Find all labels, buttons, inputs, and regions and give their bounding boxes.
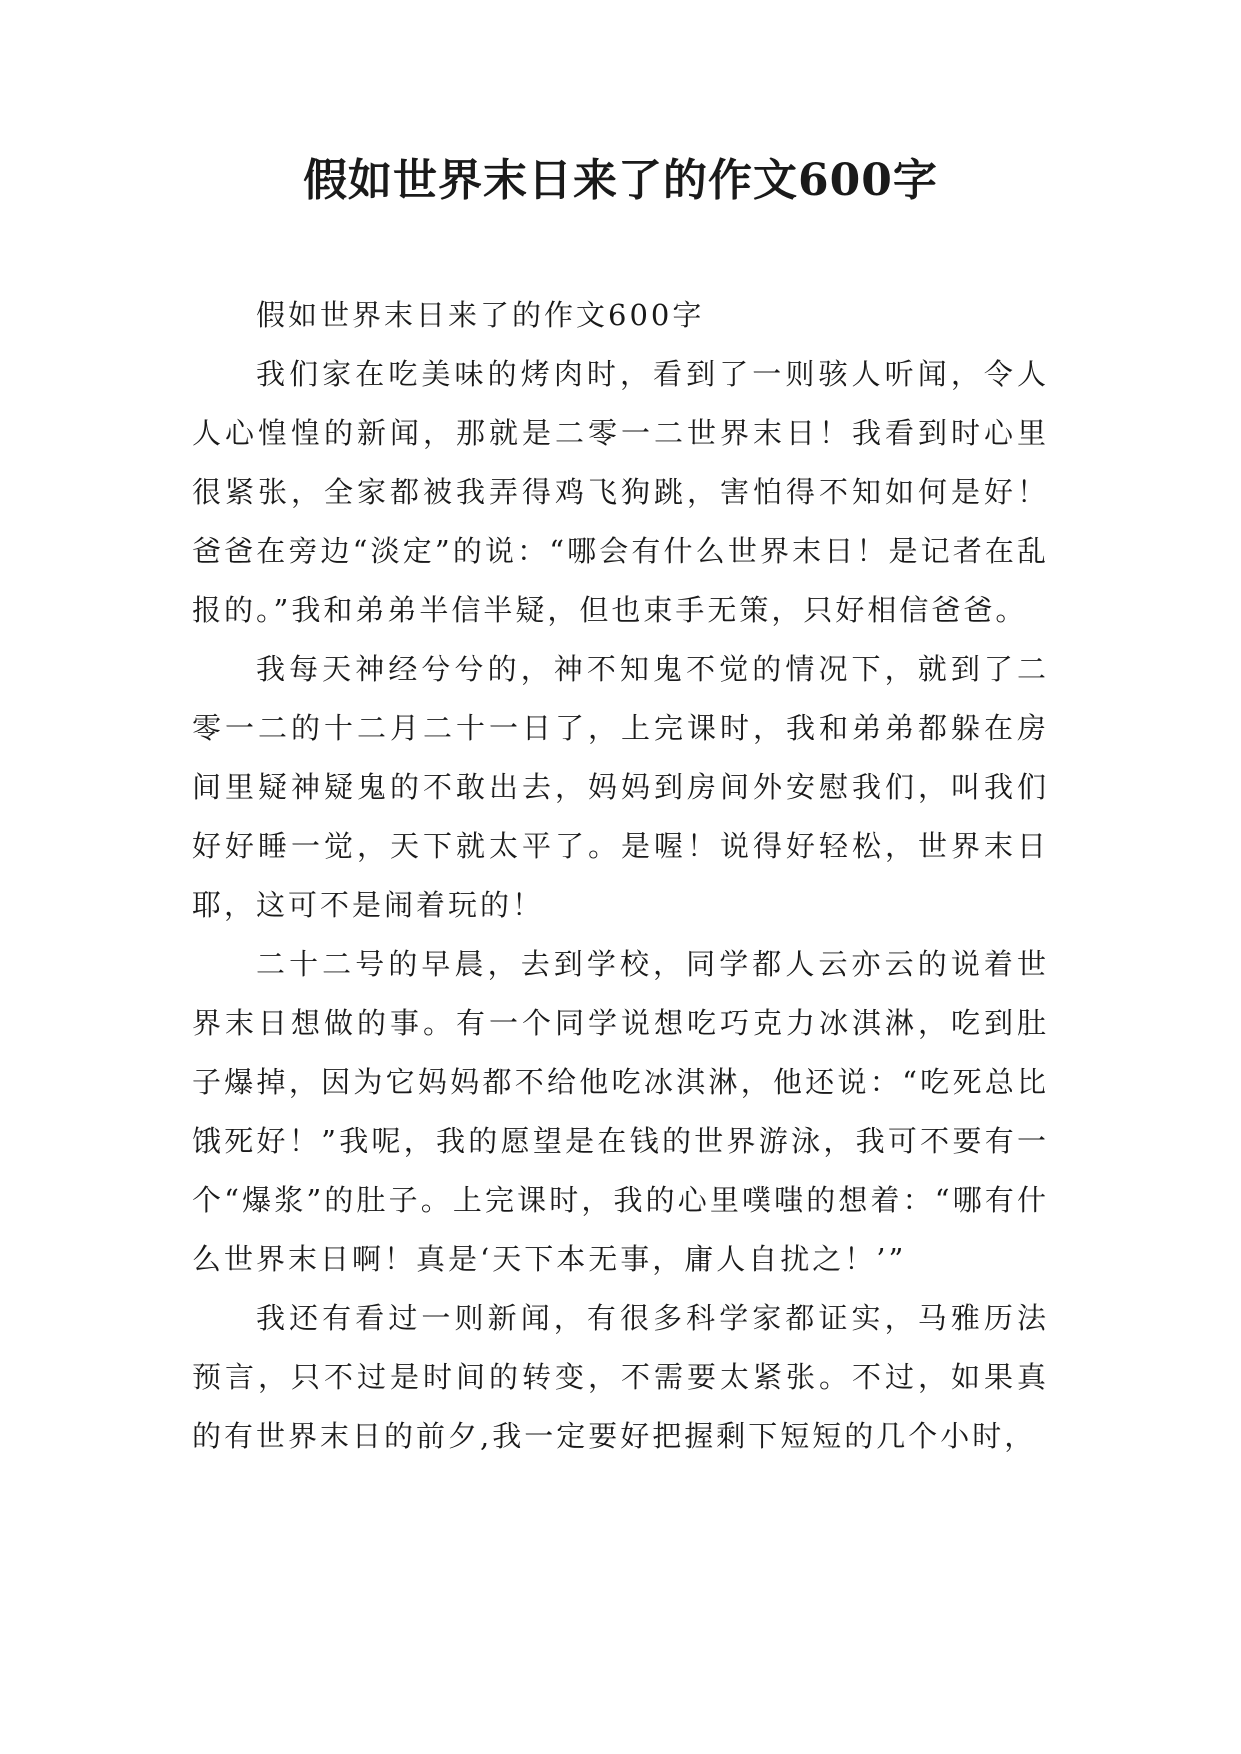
paragraph: 我还有看过一则新闻，有很多科学家都证实，马雅历法预言，只不过是时间的转变，不需要太紧张。不过，如果真的有世界末日的前夕,我一定要好把握剩下短短的几个小时， — [192, 1301, 1049, 1453]
document-title: 假如世界末日来了的作文600字 — [303, 155, 938, 206]
paragraph: 二十二号的早晨，去到学校，同学都人云亦云的说着世界末日想做的事。有一个同学说想吃巧克力冰淇淋，吃到肚子爆掉，因为它妈妈都不给他吃冰淇淋，他还说：“吃死总比饿死好！”我呢，我的愿望是在钱的世界游泳，我可不要有一个“爆浆”的肚子。上完课时，我的心里噗嗤的想着：“哪有什么世界末日啊！真是‘天下本无事，庸人自扰之！’” — [192, 947, 1049, 1276]
document-body — [192, 286, 1049, 1466]
paragraph-heading: 假如世界末日来了的作文600字 — [256, 298, 705, 332]
paragraph: 我每天神经兮兮的，神不知鬼不觉的情况下，就到了二零一二的十二月二十一日了，上完课时，我和弟弟都躲在房间里疑神疑鬼的不敢出去，妈妈到房间外安慰我们，叫我们好好睡一觉，天下就太平了。是喔！说得好轻松，世界末日耶，这可不是闹着玩的！ — [192, 652, 1049, 922]
paragraph: 我们家在吃美味的烤肉时，看到了一则骇人听闻，令人人心惶惶的新闻，那就是二零一二世界末日！我看到时心里很紧张，全家都被我弄得鸡飞狗跳，害怕得不知如何是好！爸爸在旁边“淡定”的说：“哪会有什么世界末日！是记者在乱报的。”我和弟弟半信半疑，但也束手无策，只好相信爸爸。 — [192, 357, 1049, 627]
